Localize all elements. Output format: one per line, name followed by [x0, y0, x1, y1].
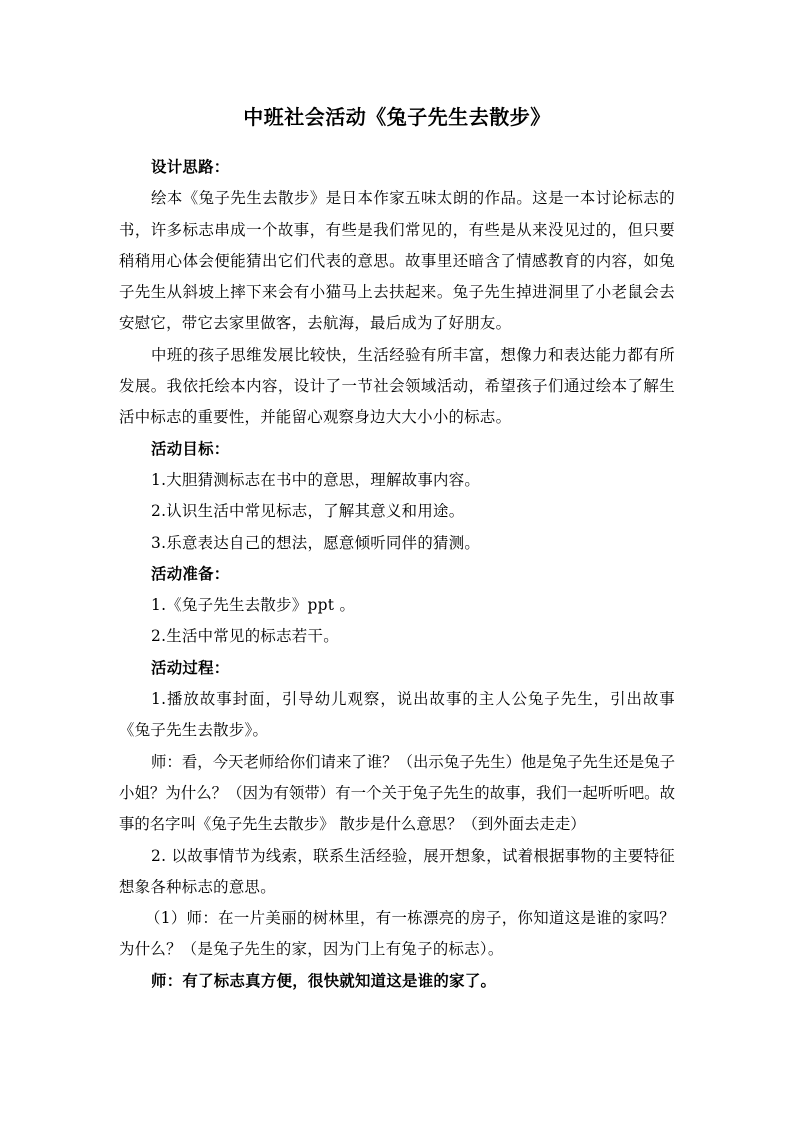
section-heading-design: 设计思路：: [151, 158, 230, 176]
section-heading-process: 活动过程：: [151, 658, 230, 677]
preparation-item-2: 2.生活中常见的标志若干。: [151, 627, 339, 646]
goal-item-2: 2.认识生活中常见标志，了解其意义和用途。: [151, 502, 465, 521]
process-teacher-dialogue-1: 师：看，今天老师给你们请来了谁？（出示兔子先生）他是兔子先生还是兔子小姐？为什么？（因为有领带）有一个关于兔子先生的故事，我们一起听听吧。故事的名字叫《兔子先生去散步》 散步是什么意思？（到外面去走走）: [119, 752, 675, 834]
document-title: 中班社会活动《兔子先生去散步》: [243, 105, 551, 129]
document-body: [119, 152, 675, 997]
process-step-2: 2. 以故事情节为线索，联系生活经验，展开想象，试着根据事物的主要特征想象各种标志的意思。: [119, 846, 675, 896]
section-heading-preparation: 活动准备：: [151, 564, 230, 583]
process-substep-1: （1）师：在一片美丽的树林里，有一栋漂亮的房子，你知道这是谁的家吗？为什么？（是兔子先生的家，因为门上有兔子的标志）。: [119, 909, 675, 959]
goal-item-3: 3.乐意表达自己的想法，愿意倾听同伴的猜测。: [151, 533, 481, 552]
process-teacher-dialogue-2: 师：有了标志真方便，很快就知道这是谁的家了。: [151, 971, 497, 990]
process-step-1: 1.播放故事封面，引导幼儿观察，说出故事的主人公兔子先生，引出故事《兔子先生去散步》。: [119, 690, 675, 740]
goal-item-1: 1.大胆猜测标志在书中的意思，理解故事内容。: [151, 470, 481, 489]
preparation-item-1: 1.《兔子先生去散步》ppt 。: [151, 596, 356, 615]
paragraph-design-2: 中班的孩子思维发展比较快，生活经验有所丰富，想像力和表达能力都有所发展。我依托绘本内容，设计了一节社会领域活动，希望孩子们通过绘本了解生活中标志的重要性，并能留心观察身边大大小小的标志。: [119, 345, 675, 427]
paragraph-design-1: 绘本《兔子先生去散步》是日本作家五味太朗的作品。这是一本讨论标志的书，许多标志串成一个故事，有些是我们常见的，有些是从来没见过的，但只要稍稍用心体会便能猜出它们代表的意思。故事里还暗含了情感教育的内容，如兔子先生从斜坡上摔下来会有小猫马上去扶起来。兔子先生掉进洞里了小老鼠会去安慰它，带它去家里做客，去航海，最后成为了好朋友。: [119, 189, 675, 333]
section-heading-goals: 活动目标：: [151, 439, 230, 458]
